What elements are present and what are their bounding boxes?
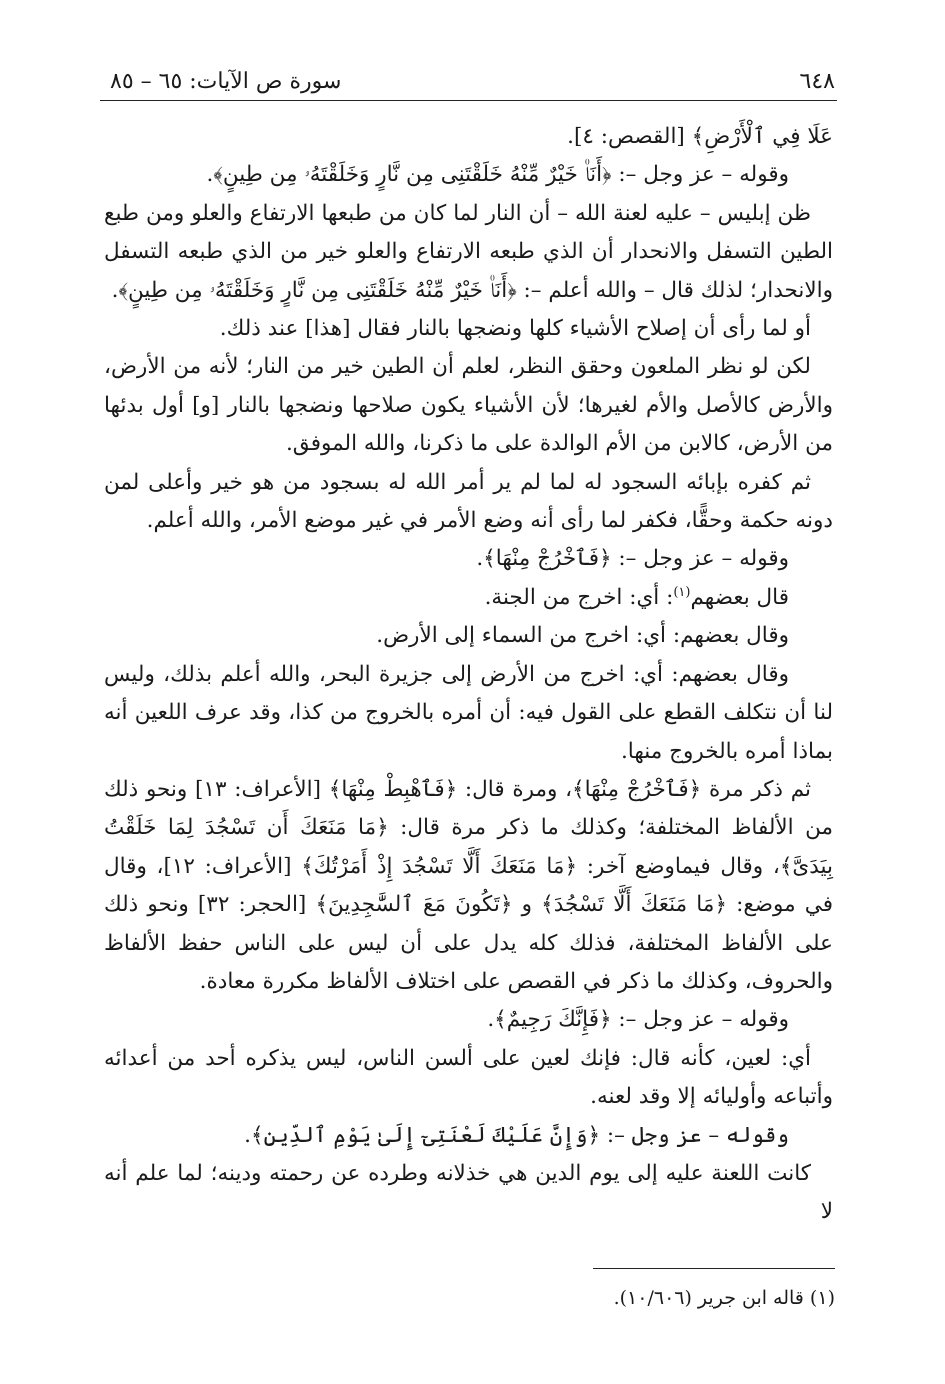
paragraph-7: وقوله – عز وجل –: ﴿فَٱخْرُجْ مِنْهَا﴾. [476,546,789,572]
paragraph-5: لكن لو نظر الملعون وحقق النظر، لعلم أن الطين خير من النار؛ لأنه من الأرض، والأرض كالأصل والأم لغيرها؛ لأن الأشياء يكون صلاحها ونضجها بالنار [و] أول بدئها من الأرض، كالابن من الأم الوالدة على ما ذكرنا، والله الموفق. [104,354,833,457]
paragraph-8-lead: قال بعضهم [690,584,789,610]
paragraph-4: أو لما رأى أن إصلاح الأشياء كلها ونضجها بالنار فقال [هذا] عند ذلك. [219,316,811,342]
page-number: ٦٤٨ [799,69,835,94]
footnote-rule [593,1268,835,1269]
paragraph-9: وقال بعضهم: أي: اخرج من السماء إلى الأرض. [376,623,789,649]
paragraph-11: ثم ذكر مرة ﴿فَٱخْرُجْ مِنْهَا﴾، ومرة قال: ﴿فَٱهْبِطْ مِنْهَا﴾ [الأعراف: ١٣] ونحو ذلك من الألفاظ المختلفة؛ وكذلك ما ذكر مرة قال: ﴿مَا مَنَعَكَ أَن تَسْجُدَ لِمَا خَلَقْتُ بِيَدَىَّ﴾، وقال فيماوضع آخر: ﴿مَا مَنَعَكَ أَلَّا تَسْجُدَ إِذْ أَمَرْتُكَ﴾ [الأعراف: ١٢]، وقال في موضع: ﴿مَا مَنَعَكَ أَلَّا تَسْجُدَ﴾ و ﴿تَكُونَ مَعَ ٱلسَّٰجِدِينَ﴾ [الحجر: ٣٢] ونحو ذلك على الألفاظ المختلفة، فذلك كله يدل على أن ليس على الناس حفظ الألفاظ والحروف، وكذلك ما ذكر في القصص على اختلاف الألفاظ مكررة معادة. [104,776,833,994]
page-header [110,58,835,94]
main-text [104,118,833,1232]
paragraph-2: وقوله – عز وجل –: ﴿أَنَا۠ خَيْرٌ مِّنْهُ خَلَقْتَنِى مِن نَّارٍ وَخَلَقْتَهُۥ مِن طِينٍ﴾. [206,162,789,188]
paragraph-6: ثم كفره بإبائه السجود له لما لم ير أمر الله له بسجود من هو خير وأعلى لمن دونه حكمة وحقًّا، فكفر لما رأى أنه وضع الأمر في غير موضع الأمر، والله أعلم. [104,469,833,534]
paragraph-8-tail: : أي: اخرج من الجنة. [484,584,674,610]
paragraph-10: وقال بعضهم: أي: اخرج من الأرض إلى جزيرة البحر، والله أعلم بذلك، وليس لنا أن نتكلف القطع على القول فيه: أن أمره بالخروج من كذا، وقد عرف اللعين أنه بماذا أمره بالخروج منها. [104,661,833,764]
footnote: (١) قاله ابن جرير (١٠/٦٠٦). [613,1287,835,1309]
running-title: سورة ص الآيات: ٦٥ – ٨٥ [110,69,342,94]
paragraph-1: عَلَا فِي ٱلْأَرْضِ﴾ [القصص: ٤]. [567,124,833,149]
paragraph-13: أي: لعين، كأنه قال: فإنك لعين على ألسن الناس، ليس يذكره أحد من أعدائه وأتباعه وأوليائه إلا وقد لعنه. [104,1045,833,1110]
paragraph-12: وقوله – عز وجل –: ﴿فَإِنَّكَ رَجِيمٌ﴾. [487,1007,789,1033]
paragraph-8 [104,579,833,617]
paragraph-15: كانت اللعنة عليه إلى يوم الدين هي خذلانه وطرده عن رحمته ودينه؛ لما علم أنه لا [104,1160,833,1225]
footnote-reference[interactable]: (١) [673,584,691,600]
header-rule [100,100,837,101]
paragraph-3: ظن إبليس – عليه لعنة الله – أن النار لما كان من طبعها الارتفاع والعلو ومن طبع الطين التسفل والانحدار أن الذي طبعه الارتفاع والعلو خير من الذي طبعه التسفل والانحدار؛ لذلك قال – والله أعلم –: ﴿أَنَا۠ خَيْرٌ مِّنْهُ خَلَقْتَنِى مِن نَّارٍ وَخَلَقْتَهُۥ مِن طِينٍ﴾. [104,200,833,303]
paragraph-14: وقوله – عز وجل –: ﴿وَإِنَّ عَلَيْكَ لَعْنَتِىٓ إِلَىٰ يَوْمِ ٱلدِّينِ﴾. [244,1122,789,1148]
